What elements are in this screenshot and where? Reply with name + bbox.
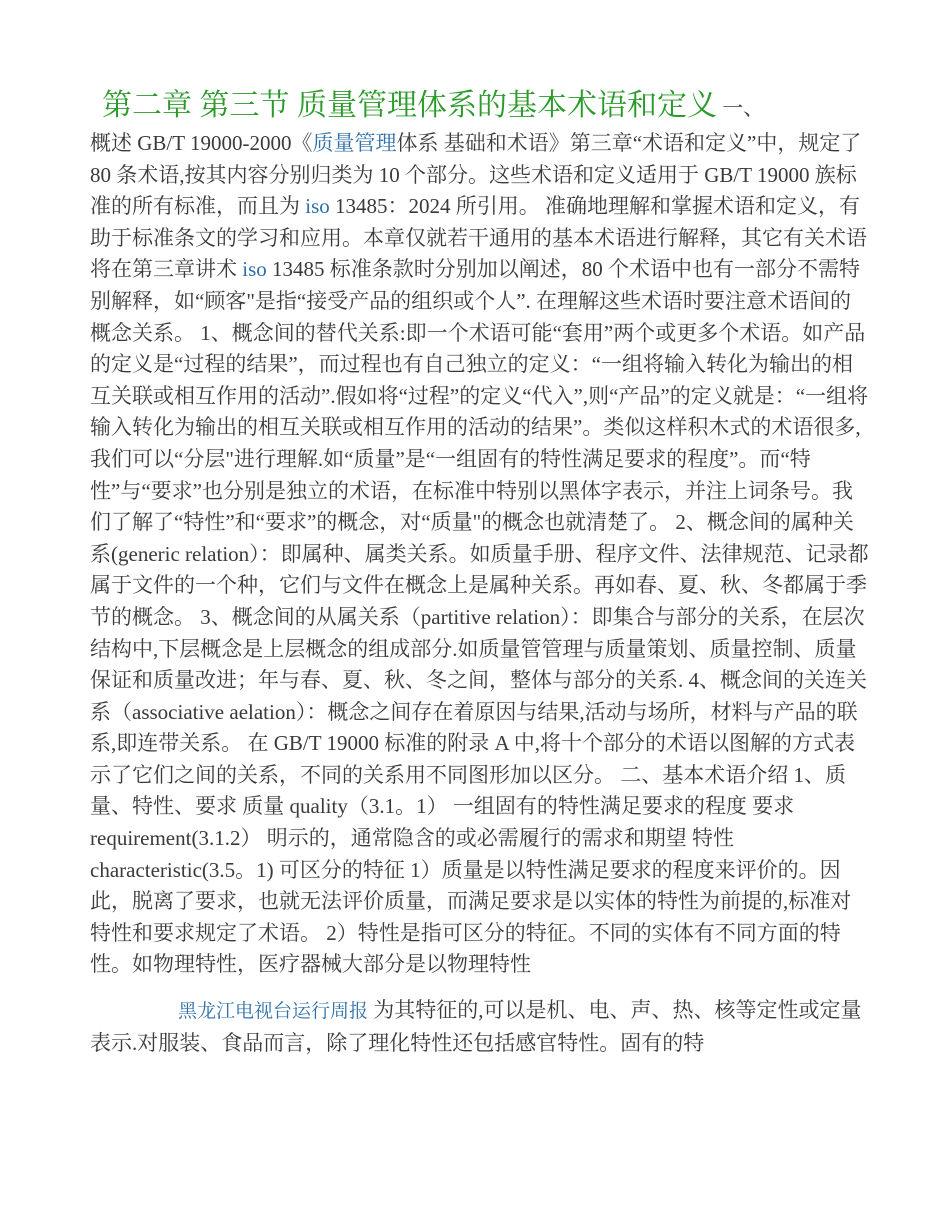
- document-page: [90, 84, 870, 1059]
- body-text-4: 13485 标准条款时分别加以阐述，80 个术语中也有一部分不需特别解释，如“顾客"是指“接受产品的组织或个人”. 在理解这些术语时要注意术语间的概念关系。 1、概念间的替代关系:即一个术语可能“套用”两个或更多个术语。如产品的定义是“过程的结果”，而过程也有自己独立的定义：“一组将输入转化为输出的相互关联或相互作用的活动”.假如将“过程”的定义“代入”,则“产品”的定义就是：“一组将输入转化为输出的相互关联或相互作用的活动的结果”。类似这样积木式的术语很多,我们可以“分层"进行理解.如“质量”是“一组固有的特性满足要求的程度”。而“特性”与“要求”也分别是独立的术语，在标准中特别以黑体字表示，并注上词条号。我们了解了“特性”和“要求”的概念，对“质量"的概念也就清楚了。 2、概念间的属种关系(generic relation）：即属种、属类关系。如质量手册、程序文件、法律规范、记录都属于文件的一个种，它们与文件在概念上是属种关系。再如春、夏、秋、冬都属于季节的概念。 3、概念间的从属关系（partitive relation）：即集合与部分的关系，在层次结构中,下层概念是上层概念的组成部分.如质量管管理与质量策划、质量控制、质量保证和质量改进；年与春、夏、秋、冬之间，整体与部分的关系. 4、概念间的关连关系（associative aelation）：概念之间存在着原因与结果,活动与场所，材料与产品的联系,即连带关系。 在 GB/T 19000 标准的附录 A 中,将十个部分的术语以图解的方式表示了它们之间的关系，不同的关系用不同图形加以区分。 二、基本术语介绍 1、质量、特性、要求 质量 quality（3.1。1） 一组固有的特性满足要求的程度 要求 requirement(3.1.2） 明示的，通常隐含的或必需履行的需求和期望 特性 characteristic(3.5。1) 可区分的特征 1）质量是以特性满足要求的程度来评价的。因此，脱离了要求，也就无法评价质量，而满足要求是以实体的特性为前提的,标准对特性和要求规定了术语。 2）特性是指可区分的特征。不同的实体有不同方面的特性。如物理特性，医疗器械大部分是以物理特性: [90, 257, 869, 977]
- section-number: 一、: [717, 96, 765, 120]
- link-iso-1[interactable]: iso: [305, 194, 330, 219]
- body-text-3: 13485：2024 所引用。 准确地理解和掌握术语和定义，有助于标准条文的学习和应用。本章仅就若干通用的基本术语进行解释，其它有关术语将在第三章讲术: [90, 194, 867, 282]
- body-text-5: 为其特征的,可以是机、电、声、热、核等定性或定量表示.对服装、食品而言，除了理化特性还包括感官特性。固有的特: [90, 998, 862, 1055]
- main-paragraph: [90, 84, 870, 981]
- body-text-2: 体系 基础和术语》第三章“术语和定义”中，规定了 80 条术语,按其内容分别归类为 10 个部分。这些术语和定义适用于 GB/T 19000 族标准的所有标准，而且为: [90, 131, 862, 219]
- second-paragraph: [90, 995, 870, 1059]
- body-text-1: 概述 GB/T 19000-2000《: [90, 131, 313, 155]
- link-quality-management[interactable]: 质量管理: [312, 131, 397, 155]
- link-heilongjiang-tv[interactable]: 黑龙江电视台运行周报: [178, 1001, 369, 1023]
- page-title: 第二章 第三节 质量管理体系的基本术语和定义: [102, 89, 717, 122]
- link-iso-2[interactable]: iso: [242, 257, 267, 282]
